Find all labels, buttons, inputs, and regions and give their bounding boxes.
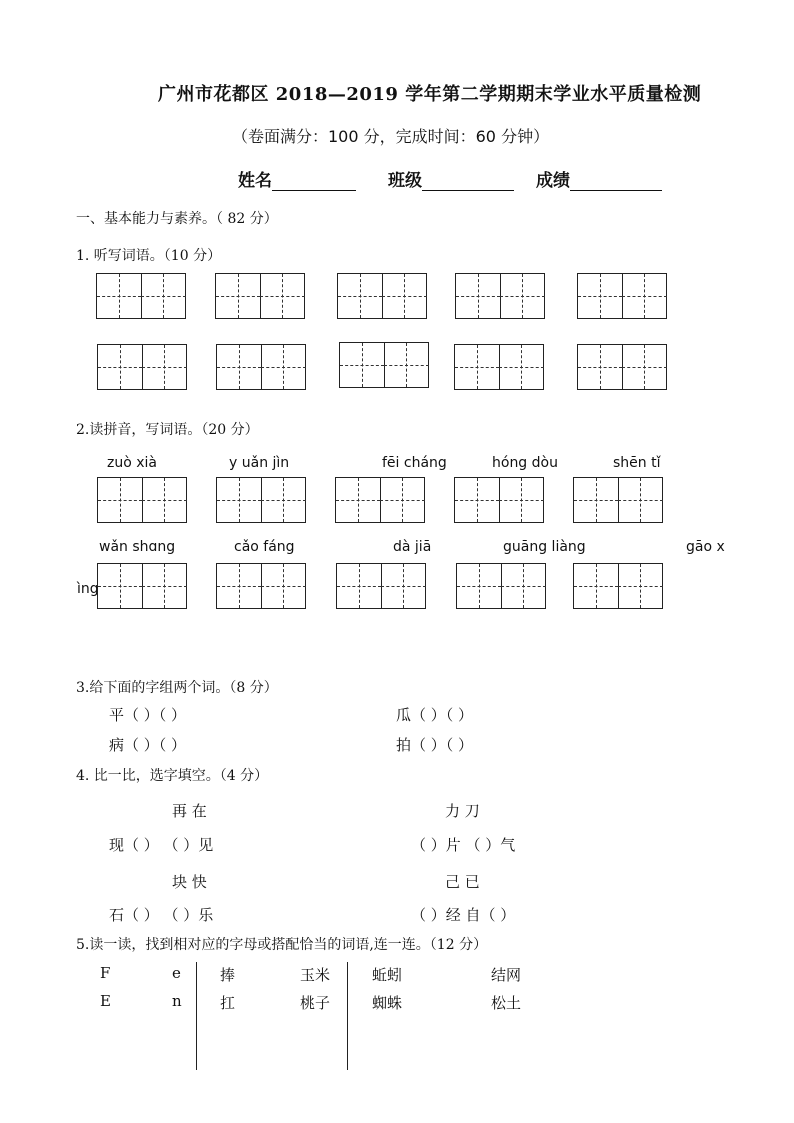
writing-grid[interactable] bbox=[97, 344, 187, 390]
writing-grid[interactable] bbox=[456, 563, 546, 609]
pinyin-label: ìng bbox=[77, 581, 99, 597]
match-item[interactable]: 捧 bbox=[220, 966, 236, 984]
page-title: 广州市花都区 2018—2019 学年第二学期期末学业水平质量检测 bbox=[158, 84, 702, 105]
q3-char: 病 bbox=[109, 736, 125, 754]
q4-fill-row[interactable]: 石（ ） （ ）乐 bbox=[109, 906, 214, 924]
pinyin-label: zuò xià bbox=[107, 455, 157, 471]
question-3-title: 3.给下面的字组两个词。（8 分） bbox=[76, 680, 278, 696]
writing-grid[interactable] bbox=[577, 273, 667, 319]
writing-grid[interactable] bbox=[573, 563, 663, 609]
writing-grid[interactable] bbox=[216, 477, 306, 523]
match-item[interactable]: 蚯蚓 bbox=[372, 966, 403, 984]
q4-char-pair: 块 快 bbox=[172, 873, 207, 891]
pinyin-label: shēn tǐ bbox=[613, 455, 661, 471]
q4-char-pair: 力 刀 bbox=[445, 802, 480, 820]
pinyin-label: guāng liàng bbox=[503, 539, 586, 555]
question-1-title: 1. 听写词语。（10 分） bbox=[76, 248, 222, 264]
class-label: 班级 bbox=[388, 171, 422, 191]
writing-grid[interactable] bbox=[455, 273, 545, 319]
match-item[interactable]: n bbox=[172, 992, 182, 1010]
match-item[interactable]: e bbox=[172, 964, 181, 982]
q4-fill-row[interactable]: （ ）经 自（ ） bbox=[411, 906, 516, 924]
q3-blanks[interactable]: （ ）（ ） bbox=[411, 736, 474, 754]
q4-fill-row[interactable]: 现（ ） （ ）见 bbox=[109, 836, 214, 854]
name-blank[interactable] bbox=[272, 174, 356, 191]
writing-grid[interactable] bbox=[215, 273, 305, 319]
q4-char-pair: 再 在 bbox=[172, 802, 207, 820]
q3-row-pai[interactable] bbox=[396, 734, 473, 755]
writing-grid[interactable] bbox=[336, 563, 426, 609]
q3-row-ping[interactable] bbox=[109, 704, 186, 725]
q3-char: 平 bbox=[109, 706, 125, 724]
match-item[interactable]: 玉米 bbox=[300, 966, 331, 984]
writing-grid[interactable] bbox=[216, 344, 306, 390]
match-item[interactable]: 松土 bbox=[491, 994, 522, 1012]
divider bbox=[347, 962, 348, 1070]
writing-grid[interactable] bbox=[337, 273, 427, 319]
writing-grid[interactable] bbox=[454, 477, 544, 523]
question-2-title: 2.读拼音，写词语。（20 分） bbox=[76, 422, 259, 438]
q4-fill-row[interactable]: （ ）片 （ ）气 bbox=[411, 836, 516, 854]
match-item[interactable]: 扛 bbox=[220, 994, 236, 1012]
section-title: 一、基本能力与素养。（ 82 分） bbox=[76, 211, 278, 227]
pinyin-label: y uǎn jìn bbox=[229, 455, 290, 471]
score-label: 成绩 bbox=[536, 171, 570, 191]
score-blank[interactable] bbox=[570, 174, 662, 191]
writing-grid[interactable] bbox=[97, 563, 187, 609]
divider bbox=[196, 962, 197, 1070]
writing-grid[interactable] bbox=[577, 344, 667, 390]
pinyin-label: wǎn shɑng bbox=[99, 539, 176, 555]
writing-grid[interactable] bbox=[335, 477, 425, 523]
match-item[interactable]: E bbox=[100, 992, 111, 1010]
question-5-title: 5.读一读，找到相对应的字母或搭配恰当的词语,连一连。（12 分） bbox=[76, 937, 488, 953]
q4-char-pair: 己 已 bbox=[445, 873, 480, 891]
name-field[interactable] bbox=[238, 166, 356, 191]
pinyin-label: hóng dòu bbox=[492, 455, 558, 471]
pinyin-label: dà jiā bbox=[393, 539, 432, 555]
pinyin-label: gāo x bbox=[686, 539, 725, 555]
name-label: 姓名 bbox=[238, 171, 272, 191]
score-field[interactable] bbox=[536, 166, 662, 191]
q3-blanks[interactable]: （ ）（ ） bbox=[411, 706, 474, 724]
writing-grid[interactable] bbox=[96, 273, 186, 319]
q3-row-bing[interactable] bbox=[109, 734, 186, 755]
writing-grid[interactable] bbox=[454, 344, 544, 390]
match-item[interactable]: 桃子 bbox=[300, 994, 331, 1012]
match-item[interactable]: 蜘蛛 bbox=[372, 994, 403, 1012]
writing-grid[interactable] bbox=[573, 477, 663, 523]
pinyin-label: cǎo fáng bbox=[234, 539, 295, 555]
page-subtitle: （卷面满分：100 分，完成时间：60 分钟） bbox=[232, 127, 550, 146]
writing-grid[interactable] bbox=[216, 563, 306, 609]
q3-char: 拍 bbox=[396, 736, 412, 754]
q3-char: 瓜 bbox=[396, 706, 412, 724]
match-item[interactable]: F bbox=[100, 964, 111, 982]
question-4-title: 4. 比一比，选字填空。（4 分） bbox=[76, 768, 269, 784]
q3-row-gua[interactable] bbox=[396, 704, 473, 725]
pinyin-label: fēi cháng bbox=[382, 455, 447, 471]
writing-grid[interactable] bbox=[339, 342, 429, 388]
class-blank[interactable] bbox=[422, 174, 514, 191]
match-item[interactable]: 结网 bbox=[491, 966, 522, 984]
q3-blanks[interactable]: （ ）（ ） bbox=[124, 706, 187, 724]
class-field[interactable] bbox=[388, 166, 514, 191]
writing-grid[interactable] bbox=[97, 477, 187, 523]
q3-blanks[interactable]: （ ）（ ） bbox=[124, 736, 187, 754]
